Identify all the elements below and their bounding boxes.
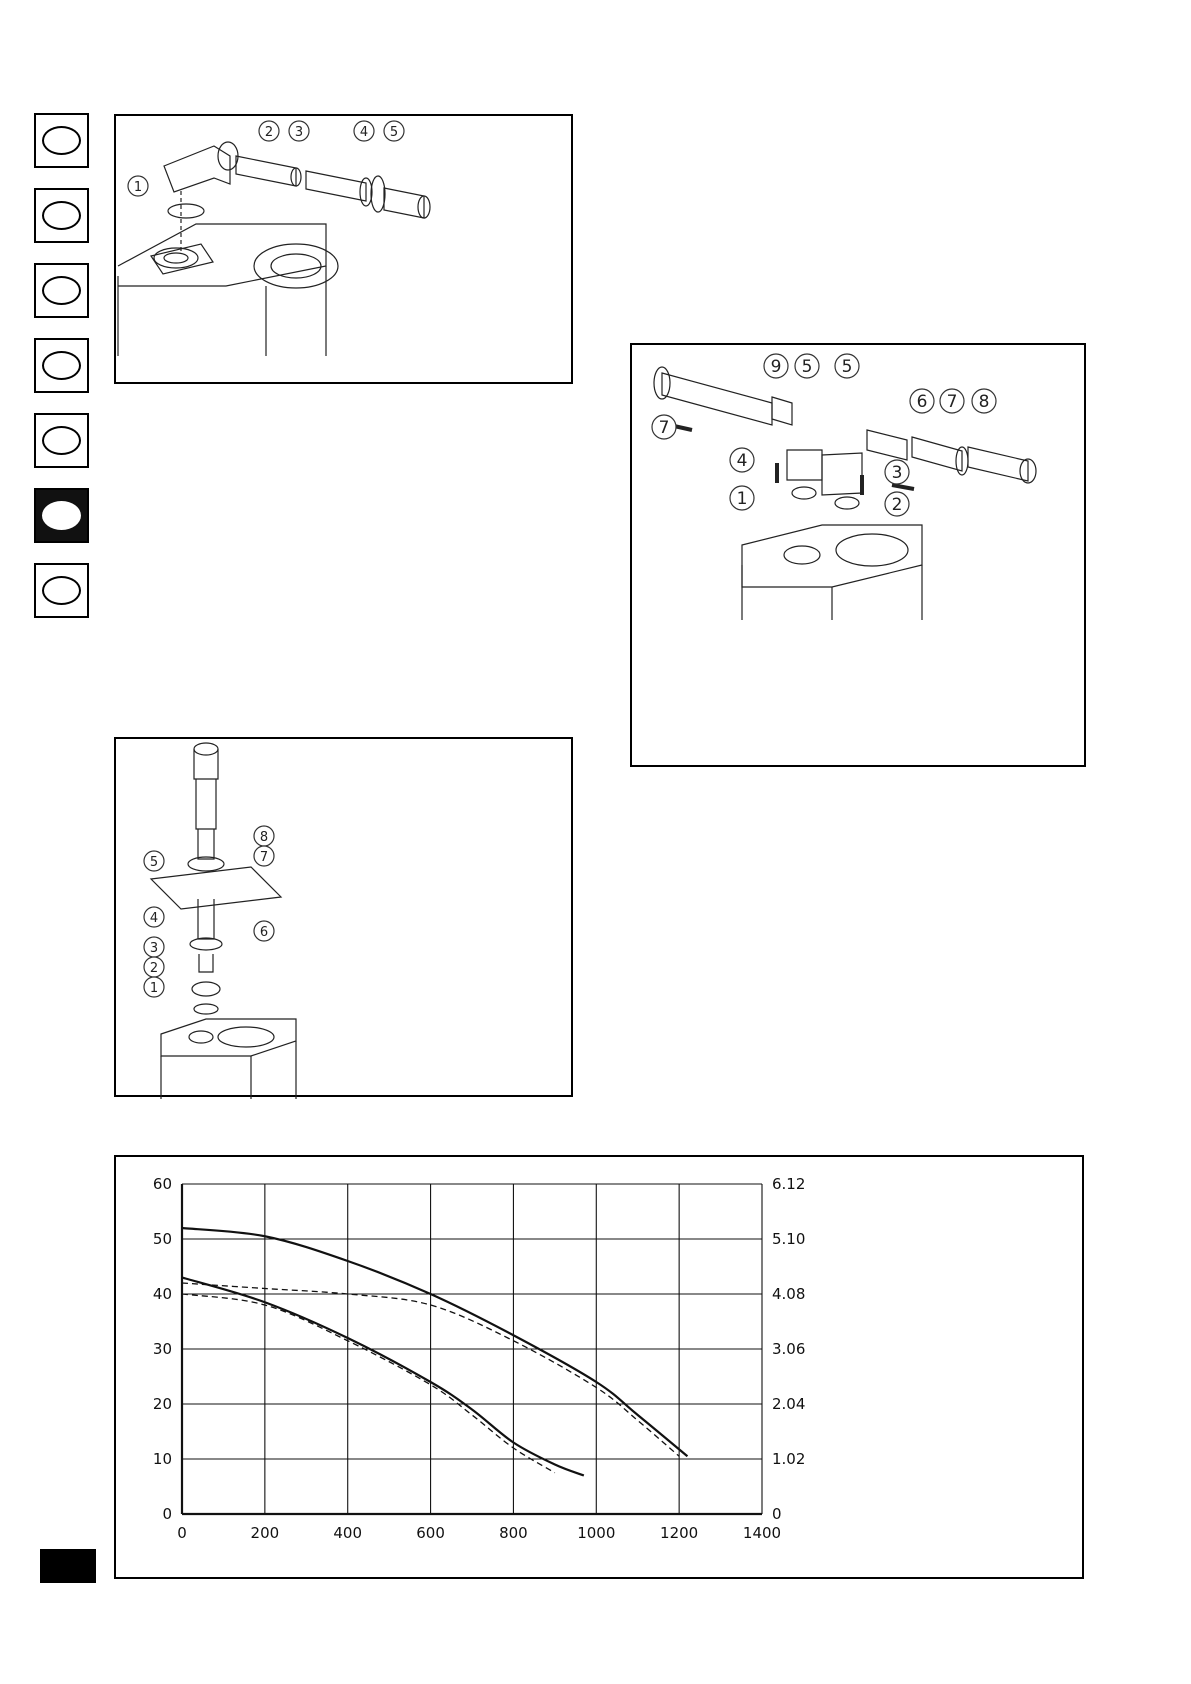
svg-text:2: 2 — [264, 125, 274, 140]
svg-text:9: 9 — [770, 357, 782, 377]
x-tick-label: 0 — [177, 1524, 187, 1542]
x-tick-label: 600 — [416, 1524, 445, 1542]
callout-8 — [972, 389, 996, 413]
language-tab-1[interactable] — [34, 113, 89, 168]
callout-1 — [730, 486, 754, 510]
svg-text:3: 3 — [149, 941, 159, 956]
split-flue-drawing — [632, 345, 1088, 769]
page-marker-block — [40, 1549, 96, 1583]
svg-text:2: 2 — [149, 961, 159, 976]
figure-coaxial-flue — [114, 114, 573, 384]
x-tick-label: 1400 — [742, 1524, 782, 1542]
callout-2 — [144, 957, 164, 977]
svg-text:7: 7 — [946, 392, 958, 412]
callout-7-left — [652, 415, 676, 439]
x-tick-label: 400 — [333, 1524, 363, 1542]
svg-text:5: 5 — [801, 357, 813, 377]
svg-text:4: 4 — [149, 911, 159, 926]
svg-text:4: 4 — [359, 125, 369, 140]
y2-tick-label: 4.08 — [772, 1285, 806, 1303]
callout-3 — [289, 121, 309, 141]
callout-5a — [795, 354, 819, 378]
x-tick-label: 800 — [499, 1524, 528, 1542]
svg-text:1: 1 — [133, 180, 143, 195]
oval-icon — [42, 276, 81, 305]
coaxial-callouts — [128, 121, 404, 196]
vertical-callouts — [144, 826, 274, 997]
y-tick-label: 20 — [152, 1395, 172, 1413]
svg-text:6: 6 — [259, 925, 269, 940]
callout-3 — [885, 460, 909, 484]
callout-2 — [885, 492, 909, 516]
y-tick-label: 60 — [152, 1175, 172, 1193]
figure-split-flue — [630, 343, 1086, 767]
oval-icon — [42, 501, 81, 530]
y-tick-label: 40 — [152, 1285, 172, 1303]
callout-1 — [128, 176, 148, 196]
svg-text:8: 8 — [978, 392, 990, 412]
language-tab-2[interactable] — [34, 188, 89, 243]
svg-text:5: 5 — [389, 125, 399, 140]
callout-7-right — [940, 389, 964, 413]
svg-text:6: 6 — [916, 392, 928, 412]
callout-8 — [254, 826, 274, 846]
svg-text:1: 1 — [149, 981, 159, 996]
oval-icon — [42, 351, 81, 380]
oval-icon — [42, 126, 81, 155]
x-tick-label: 1200 — [660, 1524, 699, 1542]
x-tick-label: 200 — [250, 1524, 280, 1542]
y-tick-label: 30 — [152, 1340, 172, 1358]
svg-text:7: 7 — [658, 418, 670, 438]
callout-7 — [254, 846, 274, 866]
y2-tick-label: 1.02 — [772, 1450, 806, 1468]
svg-text:1: 1 — [736, 489, 748, 509]
callout-9 — [764, 354, 788, 378]
oval-icon — [42, 201, 81, 230]
callout-2 — [259, 121, 279, 141]
callout-5 — [384, 121, 404, 141]
oval-icon — [42, 426, 81, 455]
callout-1 — [144, 977, 164, 997]
language-tab-7[interactable] — [34, 563, 89, 618]
coaxial-flue-drawing — [116, 116, 575, 386]
svg-text:8: 8 — [259, 830, 269, 845]
callout-4 — [354, 121, 374, 141]
y2-tick-label: 0 — [772, 1505, 782, 1523]
language-tab-5[interactable] — [34, 413, 89, 468]
y-tick-label: 0 — [162, 1505, 172, 1523]
language-tab-4[interactable] — [34, 338, 89, 393]
callout-6 — [910, 389, 934, 413]
series-line-1 — [182, 1228, 687, 1456]
svg-text:4: 4 — [736, 451, 748, 471]
callout-4 — [730, 448, 754, 472]
y2-tick-label: 3.06 — [772, 1340, 806, 1358]
x-tick-label: 1000 — [577, 1524, 616, 1542]
svg-text:2: 2 — [891, 495, 903, 515]
y2-tick-label: 2.04 — [772, 1395, 806, 1413]
y2-tick-label: 6.12 — [772, 1175, 806, 1193]
pump-curve-chart — [114, 1155, 1084, 1579]
callout-5b — [835, 354, 859, 378]
svg-text:3: 3 — [294, 125, 304, 140]
y-tick-label: 50 — [152, 1230, 172, 1248]
y2-tick-label: 5.10 — [772, 1230, 806, 1248]
callout-6 — [254, 921, 274, 941]
callout-5 — [144, 851, 164, 871]
svg-text:7: 7 — [259, 850, 269, 865]
svg-text:3: 3 — [891, 463, 903, 483]
series-line-3 — [182, 1278, 584, 1476]
series-line-4 — [182, 1294, 555, 1473]
oval-icon — [42, 576, 81, 605]
svg-text:5: 5 — [149, 855, 159, 870]
callout-4 — [144, 907, 164, 927]
vertical-flue-drawing — [116, 739, 575, 1099]
language-tab-3[interactable] — [34, 263, 89, 318]
callout-3 — [144, 937, 164, 957]
y-tick-label: 10 — [152, 1450, 172, 1468]
chart-svg — [116, 1157, 1082, 1577]
language-tab-6-active[interactable] — [34, 488, 89, 543]
split-callouts — [652, 354, 996, 516]
figure-vertical-flue — [114, 737, 573, 1097]
svg-text:5: 5 — [841, 357, 853, 377]
